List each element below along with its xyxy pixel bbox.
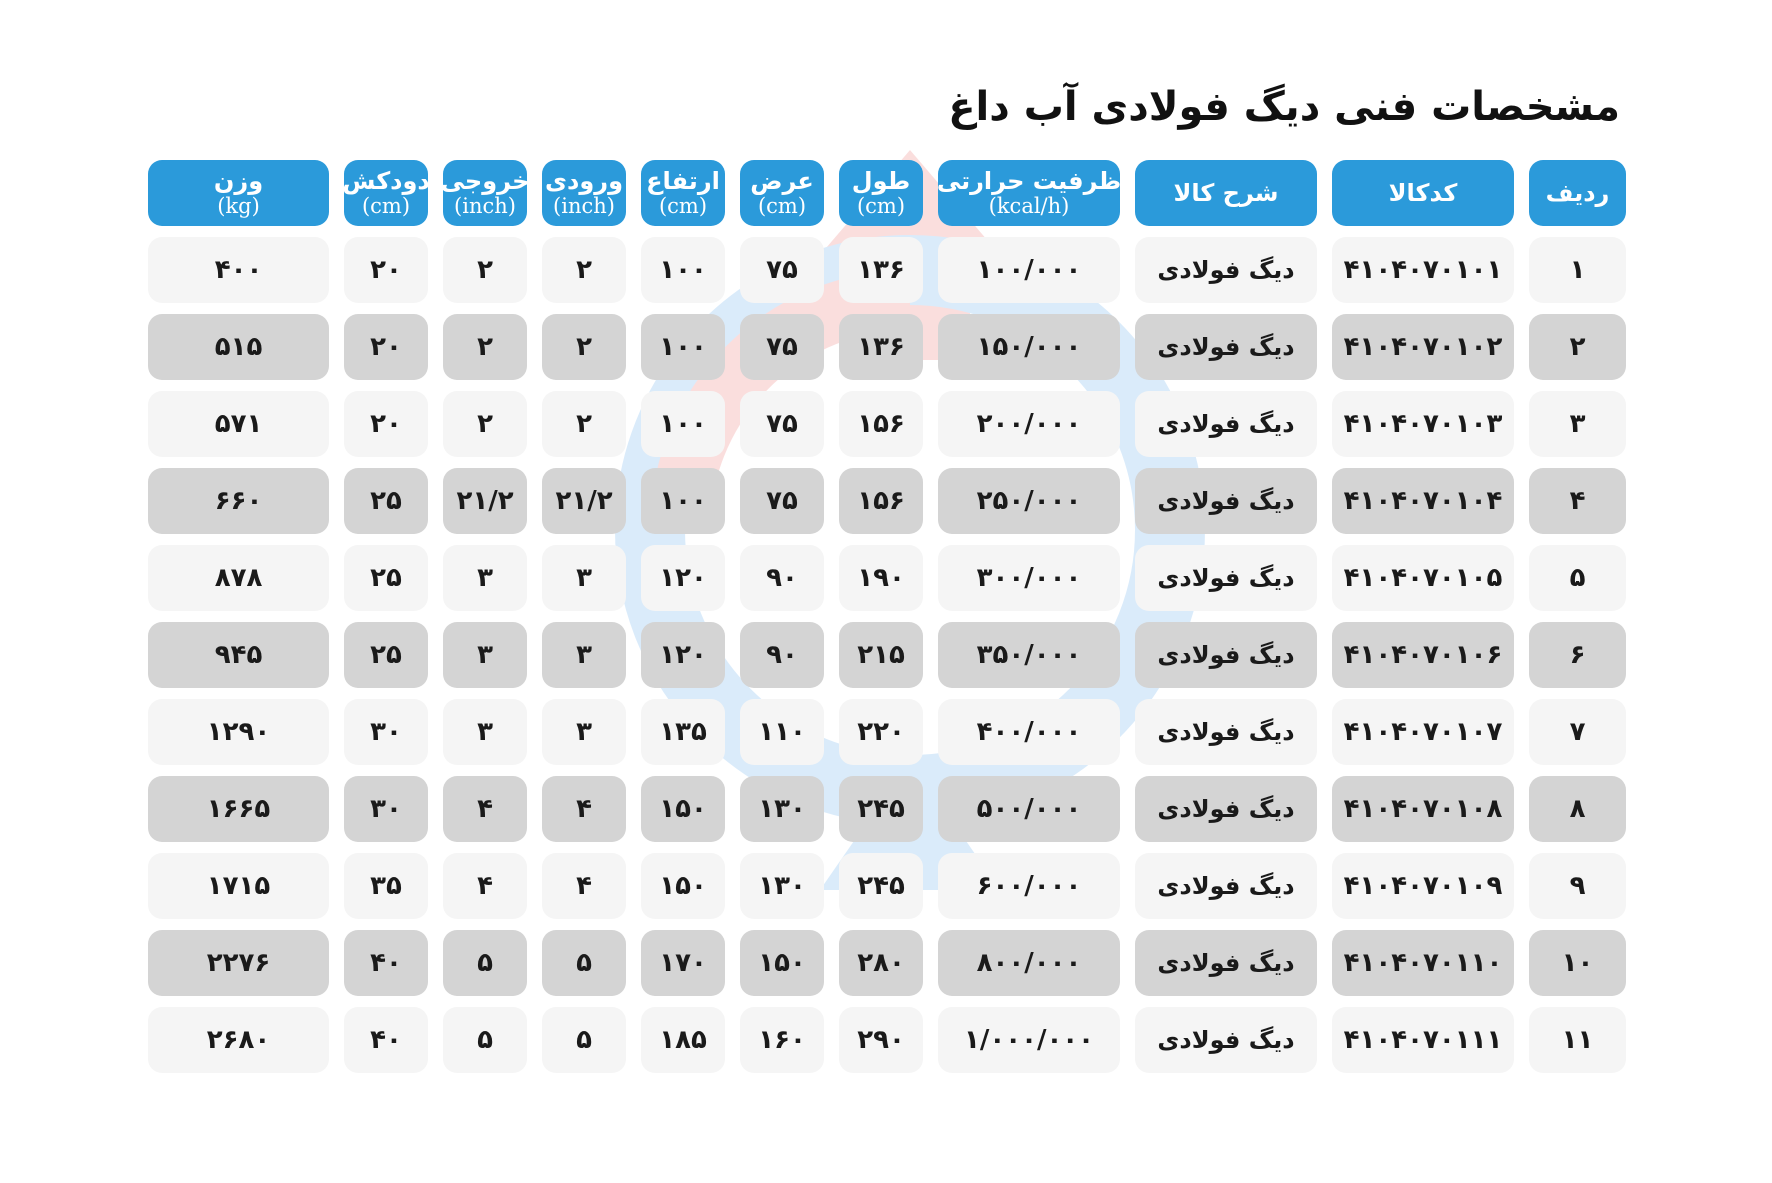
header-flue-unit: (cm) (361, 193, 411, 218)
page-title: مشخصات فنی دیگ فولادی آب داغ (948, 84, 1620, 130)
cell-capacity: ۴۰۰/۰۰۰ (938, 699, 1120, 765)
header-length (839, 160, 923, 226)
cell-height: ۱۰۰ (641, 237, 725, 303)
cell-height: ۱۵۰ (641, 853, 725, 919)
cell-outlet: ۲ (443, 237, 527, 303)
cell-width: ۷۵ (740, 391, 824, 457)
cell-code: ۴۱۰۴۰۷۰۱۰۷ (1332, 699, 1514, 765)
header-height (641, 160, 725, 226)
cell-height: ۱۳۵ (641, 699, 725, 765)
cell-description: دیگ فولادی (1135, 237, 1317, 303)
cell-length: ۱۳۶ (839, 237, 923, 303)
cell-description: دیگ فولادی (1135, 468, 1317, 534)
cell-weight: ۲۲۷۶ (148, 930, 329, 996)
header-weight-label: وزن (213, 167, 264, 196)
cell-row: ۶ (1529, 622, 1626, 688)
header-weight (148, 160, 329, 226)
cell-length: ۲۲۰ (839, 699, 923, 765)
cell-height: ۱۷۰ (641, 930, 725, 996)
cell-outlet: ۵ (443, 1007, 527, 1073)
header-outlet-unit: (inch) (454, 193, 516, 218)
cell-flue: ۳۵ (344, 853, 428, 919)
cell-capacity: ۳۵۰/۰۰۰ (938, 622, 1120, 688)
cell-height: ۱۲۰ (641, 622, 725, 688)
cell-width: ۷۵ (740, 237, 824, 303)
cell-inlet: ۴ (542, 776, 626, 842)
cell-row: ۴ (1529, 468, 1626, 534)
cell-outlet: ۳ (443, 622, 527, 688)
header-height-unit: (cm) (658, 193, 708, 218)
header-weight-unit: (kg) (217, 193, 260, 218)
cell-inlet: ۴ (542, 853, 626, 919)
cell-flue: ۲۰ (344, 237, 428, 303)
cell-inlet: ۵ (542, 930, 626, 996)
cell-capacity: ۲۵۰/۰۰۰ (938, 468, 1120, 534)
cell-inlet: ۳ (542, 545, 626, 611)
cell-capacity: ۶۰۰/۰۰۰ (938, 853, 1120, 919)
cell-length: ۲۴۵ (839, 776, 923, 842)
cell-weight: ۸۷۸ (148, 545, 329, 611)
cell-code: ۴۱۰۴۰۷۰۱۰۶ (1332, 622, 1514, 688)
cell-capacity: ۱۰۰/۰۰۰ (938, 237, 1120, 303)
header-length-label: طول (851, 167, 911, 196)
header-width-unit: (cm) (757, 193, 807, 218)
cell-capacity: ۳۰۰/۰۰۰ (938, 545, 1120, 611)
cell-code: ۴۱۰۴۰۷۰۱۰۸ (1332, 776, 1514, 842)
cell-code: ۴۱۰۴۰۷۰۱۰۲ (1332, 314, 1514, 380)
cell-code: ۴۱۰۴۰۷۰۱۱۰ (1332, 930, 1514, 996)
header-flue-label: دودکش (342, 167, 430, 196)
cell-width: ۷۵ (740, 468, 824, 534)
header-inlet-unit: (inch) (553, 193, 615, 218)
cell-length: ۱۵۶ (839, 468, 923, 534)
cell-flue: ۲۵ (344, 545, 428, 611)
cell-inlet: ۳ (542, 699, 626, 765)
cell-weight: ۵۷۱ (148, 391, 329, 457)
cell-inlet: ۵ (542, 1007, 626, 1073)
cell-height: ۱۸۵ (641, 1007, 725, 1073)
cell-weight: ۹۴۵ (148, 622, 329, 688)
header-height-label: ارتفاع (646, 167, 720, 196)
cell-row: ۸ (1529, 776, 1626, 842)
header-outlet-label: خروجی (440, 167, 530, 196)
cell-width: ۱۶۰ (740, 1007, 824, 1073)
header-inlet-label: ورودی (545, 167, 623, 196)
cell-capacity: ۱/۰۰۰/۰۰۰ (938, 1007, 1120, 1073)
cell-row: ۱۱ (1529, 1007, 1626, 1073)
header-capacity-unit: (kcal/h) (988, 193, 1070, 218)
header-capacity (938, 160, 1120, 226)
cell-weight: ۱۶۶۵ (148, 776, 329, 842)
cell-width: ۹۰ (740, 545, 824, 611)
cell-code: ۴۱۰۴۰۷۰۱۰۱ (1332, 237, 1514, 303)
cell-length: ۲۱۵ (839, 622, 923, 688)
cell-length: ۱۳۶ (839, 314, 923, 380)
cell-width: ۹۰ (740, 622, 824, 688)
cell-code: ۴۱۰۴۰۷۰۱۰۵ (1332, 545, 1514, 611)
cell-outlet: ۳ (443, 699, 527, 765)
cell-inlet: ۲ (542, 314, 626, 380)
header-width-label: عرض (750, 167, 814, 196)
spec-table (148, 160, 1632, 1073)
cell-outlet: ۲ (443, 314, 527, 380)
cell-outlet: ۳ (443, 545, 527, 611)
cell-flue: ۳۰ (344, 699, 428, 765)
cell-flue: ۲۰ (344, 314, 428, 380)
cell-weight: ۴۰۰ (148, 237, 329, 303)
cell-inlet: ۲۱/۲ (542, 468, 626, 534)
cell-capacity: ۵۰۰/۰۰۰ (938, 776, 1120, 842)
cell-row: ۷ (1529, 699, 1626, 765)
cell-height: ۱۰۰ (641, 391, 725, 457)
cell-description: دیگ فولادی (1135, 622, 1317, 688)
cell-description: دیگ فولادی (1135, 314, 1317, 380)
cell-code: ۴۱۰۴۰۷۰۱۰۴ (1332, 468, 1514, 534)
cell-height: ۱۰۰ (641, 314, 725, 380)
header-description-label: شرح کالا (1173, 178, 1279, 207)
cell-inlet: ۳ (542, 622, 626, 688)
cell-weight: ۵۱۵ (148, 314, 329, 380)
cell-description: دیگ فولادی (1135, 930, 1317, 996)
cell-weight: ۲۶۸۰ (148, 1007, 329, 1073)
cell-description: دیگ فولادی (1135, 391, 1317, 457)
cell-height: ۱۰۰ (641, 468, 725, 534)
cell-description: دیگ فولادی (1135, 545, 1317, 611)
cell-inlet: ۲ (542, 391, 626, 457)
cell-flue: ۳۰ (344, 776, 428, 842)
cell-code: ۴۱۰۴۰۷۰۱۱۱ (1332, 1007, 1514, 1073)
cell-flue: ۲۵ (344, 622, 428, 688)
header-row (1529, 160, 1626, 226)
cell-weight: ۶۶۰ (148, 468, 329, 534)
cell-outlet: ۲ (443, 391, 527, 457)
cell-outlet: ۴ (443, 776, 527, 842)
cell-weight: ۱۲۹۰ (148, 699, 329, 765)
cell-row: ۱۰ (1529, 930, 1626, 996)
cell-row: ۳ (1529, 391, 1626, 457)
cell-length: ۲۹۰ (839, 1007, 923, 1073)
cell-length: ۲۸۰ (839, 930, 923, 996)
cell-flue: ۲۰ (344, 391, 428, 457)
cell-flue: ۲۵ (344, 468, 428, 534)
cell-width: ۱۱۰ (740, 699, 824, 765)
cell-description: دیگ فولادی (1135, 699, 1317, 765)
cell-code: ۴۱۰۴۰۷۰۱۰۹ (1332, 853, 1514, 919)
header-code (1332, 160, 1514, 226)
cell-row: ۵ (1529, 545, 1626, 611)
cell-capacity: ۸۰۰/۰۰۰ (938, 930, 1120, 996)
cell-row: ۲ (1529, 314, 1626, 380)
cell-capacity: ۲۰۰/۰۰۰ (938, 391, 1120, 457)
cell-description: دیگ فولادی (1135, 1007, 1317, 1073)
cell-code: ۴۱۰۴۰۷۰۱۰۳ (1332, 391, 1514, 457)
header-flue (344, 160, 428, 226)
cell-length: ۱۹۰ (839, 545, 923, 611)
cell-row: ۹ (1529, 853, 1626, 919)
header-width (740, 160, 824, 226)
cell-length: ۲۴۵ (839, 853, 923, 919)
cell-inlet: ۲ (542, 237, 626, 303)
cell-description: دیگ فولادی (1135, 776, 1317, 842)
header-length-unit: (cm) (856, 193, 906, 218)
cell-outlet: ۵ (443, 930, 527, 996)
cell-outlet: ۲۱/۲ (443, 468, 527, 534)
header-outlet (440, 160, 530, 226)
header-inlet (542, 160, 626, 226)
header-code-label: کدکالا (1388, 178, 1458, 207)
cell-row: ۱ (1529, 237, 1626, 303)
cell-description: دیگ فولادی (1135, 853, 1317, 919)
cell-flue: ۴۰ (344, 1007, 428, 1073)
header-row-label: ردیف (1545, 178, 1610, 207)
cell-capacity: ۱۵۰/۰۰۰ (938, 314, 1120, 380)
cell-width: ۷۵ (740, 314, 824, 380)
cell-height: ۱۵۰ (641, 776, 725, 842)
cell-width: ۱۳۰ (740, 853, 824, 919)
cell-height: ۱۲۰ (641, 545, 725, 611)
cell-flue: ۴۰ (344, 930, 428, 996)
header-description (1135, 160, 1317, 226)
cell-width: ۱۳۰ (740, 776, 824, 842)
header-capacity-label: ظرفیت حرارتی (936, 167, 1122, 196)
cell-width: ۱۵۰ (740, 930, 824, 996)
cell-outlet: ۴ (443, 853, 527, 919)
cell-weight: ۱۷۱۵ (148, 853, 329, 919)
cell-length: ۱۵۶ (839, 391, 923, 457)
